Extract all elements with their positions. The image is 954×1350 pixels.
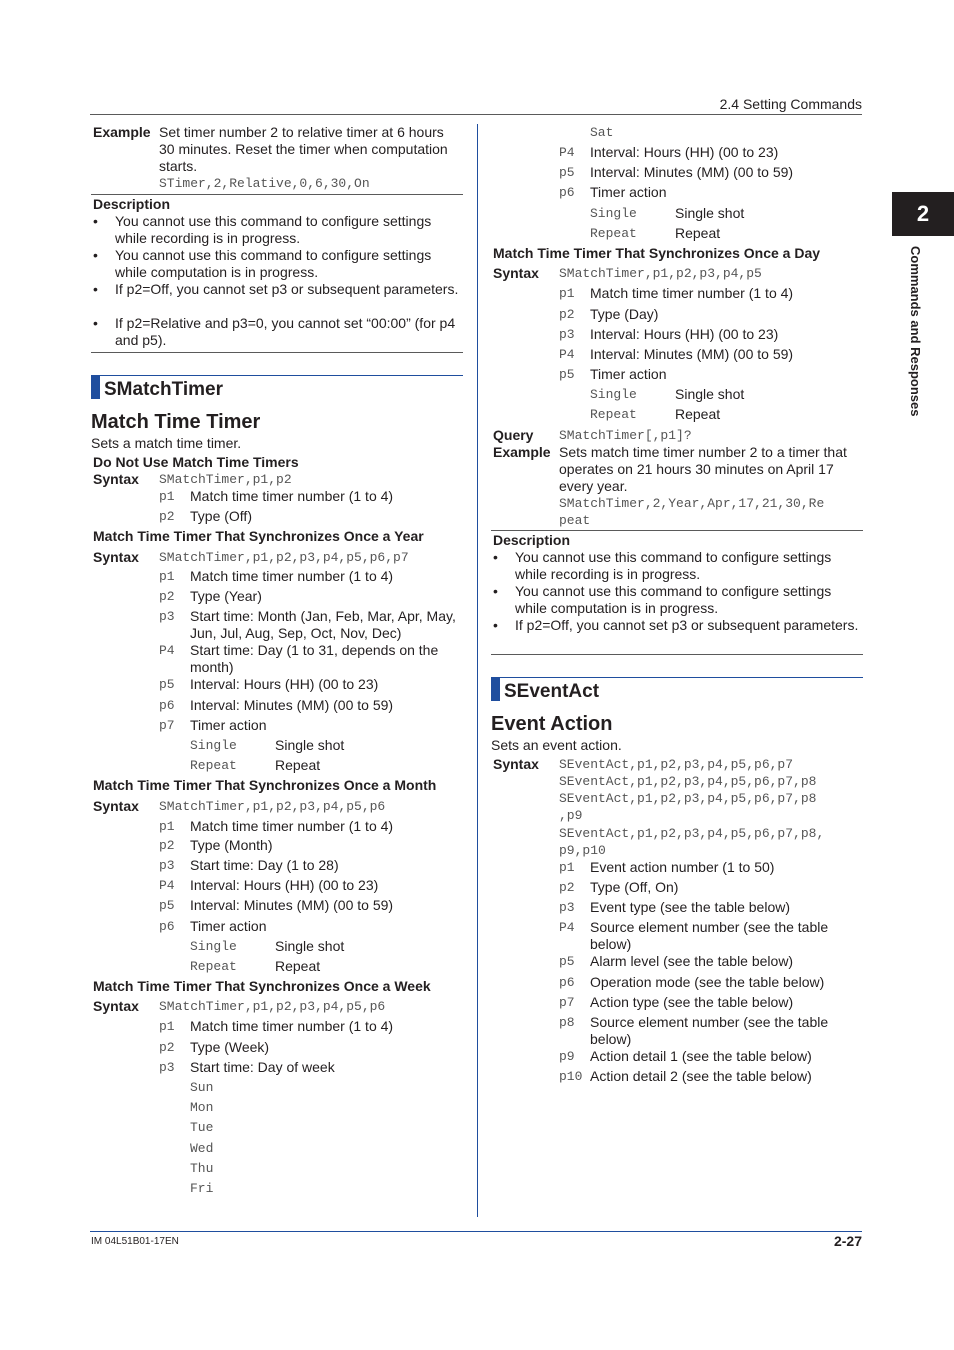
intro-text: Sets an event action.	[491, 737, 622, 753]
param-description: Type (Off, On)	[590, 879, 679, 895]
syntax-label: Syntax	[93, 549, 139, 565]
example-code: peat	[559, 513, 591, 528]
param-description: Match time timer number (1 to 4)	[590, 285, 794, 301]
param-description: Start time: Day (1 to 31, depends on the	[190, 642, 439, 658]
bullet-icon: •	[493, 549, 498, 565]
option-value: Single	[590, 387, 637, 402]
option-description: Single shot	[275, 938, 345, 954]
example-text-1: Set timer number 2 to relative timer at 6 hours	[159, 124, 444, 140]
bullet-icon: •	[93, 281, 98, 297]
option-value: Single	[190, 939, 237, 954]
syntax-code: SMatchTimer,p1,p2,p3,p4,p5	[559, 266, 762, 281]
param-description: Match time timer number (1 to 4)	[190, 568, 394, 584]
param-name: p1	[559, 860, 575, 875]
param-name: p6	[559, 975, 575, 990]
syntax-label: Syntax	[93, 471, 139, 487]
section-header: 2.4 Setting Commands	[719, 96, 862, 112]
page-title: Event Action	[491, 713, 613, 735]
bullet-icon: •	[493, 617, 498, 633]
day-option: Fri	[190, 1181, 214, 1196]
param-description: Interval: Minutes (MM) (00 to 59)	[190, 897, 394, 913]
bullet-icon: •	[493, 583, 498, 599]
syntax-label: Syntax	[93, 998, 139, 1014]
option-description: Repeat	[275, 958, 321, 974]
option-description: Repeat	[675, 225, 721, 241]
option-value: Single	[590, 206, 637, 221]
param-description: Interval: Minutes (MM) (00 to 59)	[590, 164, 794, 180]
bullet-text: If p2=Relative and p3=0, you cannot set “00:00” (for p4 and p5).	[115, 315, 456, 348]
param-name: p7	[559, 995, 575, 1010]
command-title: SEventAct	[504, 681, 600, 702]
param-description: Timer action	[590, 366, 667, 382]
syntax-label: Syntax	[93, 798, 139, 814]
param-name: p2	[159, 589, 175, 604]
param-name: p2	[159, 509, 175, 524]
param-name: p6	[159, 919, 175, 934]
param-description: below)	[590, 936, 632, 952]
param-name: p5	[559, 165, 575, 180]
example-text-2: 30 minutes. Reset the timer when computation	[159, 141, 448, 157]
bullet-text: You cannot use this command to configure settings while recording is in progress.	[115, 213, 432, 246]
param-description: Start time: Day (1 to 28)	[190, 857, 339, 873]
param-name: p2	[559, 307, 575, 322]
subsection-heading: Do Not Use Match Time Timers	[93, 454, 299, 470]
param-description: month)	[190, 659, 234, 675]
param-name: p1	[159, 1019, 175, 1034]
syntax-code: SEventAct,p1,p2,p3,p4,p5,p6,p7,p8	[559, 774, 817, 789]
bullet-text: If p2=Off, you cannot set p3 or subsequent parameters.	[515, 617, 859, 633]
param-description: Start time: Month (Jan, Feb, Mar, Apr, May,	[190, 608, 456, 624]
option-description: Single shot	[675, 205, 745, 221]
bullet-text: If p2=Off, you cannot set p3 or subsequent parameters.	[115, 281, 459, 297]
day-option: Sat	[590, 125, 614, 140]
intro-text: Sets a match time timer.	[91, 435, 242, 451]
param-name: p1	[159, 569, 175, 584]
subsection-heading: Match Time Timer That Synchronizes Once a Day	[493, 245, 821, 261]
param-description: Interval: Hours (HH) (00 to 23)	[190, 877, 379, 893]
param-description: Jun, Jul, Aug, Sep, Oct, Nov, Dec)	[190, 625, 402, 641]
day-option: Mon	[190, 1100, 214, 1116]
chapter-tab: 2	[892, 192, 954, 236]
param-name: p5	[559, 954, 575, 969]
param-description: Alarm level (see the table below)	[590, 953, 794, 969]
syntax-code: SMatchTimer,p1,p2,p3,p4,p5,p6	[159, 799, 386, 814]
syntax-code: SMatchTimer,p1,p2	[159, 472, 292, 487]
param-name: P4	[559, 145, 575, 160]
description-label: Description	[93, 196, 171, 212]
param-name: p6	[559, 185, 575, 200]
param-name: p5	[159, 898, 175, 913]
option-value: Repeat	[590, 407, 637, 422]
subsection-heading: Match Time Timer That Synchronizes Once a Month	[93, 777, 437, 793]
param-description: Type (Year)	[190, 588, 262, 604]
syntax-code: SEventAct,p1,p2,p3,p4,p5,p6,p7	[559, 757, 794, 772]
param-description: Interval: Minutes (MM) (00 to 59)	[190, 697, 394, 713]
divider	[91, 352, 463, 353]
param-name: p5	[559, 367, 575, 382]
option-description: Repeat	[275, 757, 321, 773]
param-description: Start time: Day of week	[190, 1059, 335, 1075]
param-description: Interval: Minutes (MM) (00 to 59)	[590, 346, 794, 362]
param-description: Source element number (see the table	[590, 919, 829, 935]
param-name: p2	[159, 838, 175, 853]
section-rule	[91, 375, 463, 376]
header-rule	[90, 114, 862, 115]
syntax-code: SEventAct,p1,p2,p3,p4,p5,p6,p7,p8	[559, 791, 817, 806]
param-name: p8	[559, 1015, 575, 1030]
divider	[491, 654, 863, 655]
param-description: Match time timer number (1 to 4)	[190, 488, 394, 504]
syntax-code: ,p9	[559, 808, 583, 823]
day-option: Tue	[190, 1120, 214, 1136]
param-name: p3	[559, 900, 575, 915]
param-name: p1	[559, 286, 575, 301]
param-name: p10	[559, 1069, 583, 1084]
divider	[91, 194, 463, 195]
syntax-label: Syntax	[493, 265, 539, 281]
section-marker	[491, 677, 500, 701]
param-name: p7	[159, 718, 175, 733]
bullet-icon: •	[93, 247, 98, 263]
page-number: 2-27	[833, 1233, 862, 1249]
param-description: Timer action	[190, 918, 267, 934]
example-code: STimer,2,Relative,0,6,30,On	[159, 176, 370, 191]
param-description: Type (Week)	[190, 1039, 270, 1055]
param-description: Type (Month)	[190, 837, 273, 853]
param-description: Action detail 2 (see the table below)	[590, 1068, 812, 1084]
param-description: below)	[590, 1031, 632, 1047]
day-option: Sun	[190, 1080, 214, 1095]
query-code: SMatchTimer[,p1]?	[559, 428, 692, 443]
footer-rule	[90, 1231, 862, 1232]
description-label: Description	[493, 532, 571, 548]
param-description: Event type (see the table below)	[590, 899, 791, 915]
document-id: IM 04L51B01-17EN	[91, 1236, 179, 1247]
example-label: Example	[493, 444, 551, 460]
example-text-1: Sets match time timer number 2 to a timer that	[559, 444, 847, 460]
syntax-code: p9,p10	[559, 843, 606, 858]
param-name: p6	[159, 698, 175, 713]
param-name: P4	[559, 347, 575, 362]
subsection-heading: Match Time Timer That Synchronizes Once a Year	[93, 528, 424, 544]
syntax-code: SEventAct,p1,p2,p3,p4,p5,p6,p7,p8,	[559, 826, 825, 841]
param-name: p5	[159, 677, 175, 692]
divider	[491, 530, 863, 531]
option-description: Single shot	[275, 737, 345, 753]
param-name: p3	[159, 609, 175, 624]
query-label: Query	[493, 427, 534, 443]
option-description: Single shot	[675, 386, 745, 402]
subsection-heading: Match Time Timer That Synchronizes Once a Week	[93, 978, 431, 994]
bullet-icon: •	[93, 213, 98, 229]
page-title: Match Time Timer	[91, 411, 261, 433]
example-code: SMatchTimer,2,Year,Apr,17,21,30,Re	[559, 496, 825, 511]
param-name: p1	[159, 489, 175, 504]
column-divider	[477, 124, 478, 1217]
command-title: SMatchTimer	[104, 379, 223, 400]
option-value: Single	[190, 738, 237, 753]
param-name: p3	[159, 1060, 175, 1075]
syntax-code: SMatchTimer,p1,p2,p3,p4,p5,p6	[159, 999, 386, 1014]
param-description: Operation mode (see the table below)	[590, 974, 825, 990]
param-description: Event action number (1 to 50)	[590, 859, 775, 875]
bullet-text: You cannot use this command to configure settings while recording is in progress.	[515, 549, 832, 582]
bullet-text: You cannot use this command to configure settings while computation is in progress.	[115, 247, 432, 280]
param-name: P4	[159, 643, 175, 658]
syntax-label: Syntax	[493, 756, 539, 772]
option-description: Repeat	[675, 406, 721, 422]
example-label: Example	[93, 124, 151, 140]
param-description: Type (Day)	[590, 306, 659, 322]
param-name: p3	[559, 327, 575, 342]
syntax-code: SMatchTimer,p1,p2,p3,p4,p5,p6,p7	[159, 550, 409, 565]
param-description: Action type (see the table below)	[590, 994, 794, 1010]
section-marker	[91, 375, 100, 399]
param-description: Type (Off)	[190, 508, 252, 524]
param-description: Match time timer number (1 to 4)	[190, 818, 394, 834]
param-description: Timer action	[190, 717, 267, 733]
param-description: Interval: Hours (HH) (00 to 23)	[590, 144, 779, 160]
param-name: p2	[159, 1040, 175, 1055]
param-description: Action detail 1 (see the table below)	[590, 1048, 812, 1064]
param-description: Interval: Hours (HH) (00 to 23)	[590, 326, 779, 342]
param-name: P4	[559, 920, 575, 935]
example-text-3: every year.	[559, 478, 628, 494]
param-name: P4	[159, 878, 175, 893]
param-name: p1	[159, 819, 175, 834]
option-value: Repeat	[190, 758, 237, 773]
example-text-3: starts.	[159, 158, 198, 174]
param-description: Match time timer number (1 to 4)	[190, 1018, 394, 1034]
param-name: p3	[159, 858, 175, 873]
option-value: Repeat	[590, 226, 637, 241]
param-name: p2	[559, 880, 575, 895]
bullet-icon: •	[93, 315, 98, 331]
option-value: Repeat	[190, 959, 237, 974]
bullet-text: You cannot use this command to configure settings while computation is in progress.	[515, 583, 832, 616]
day-option: Thu	[190, 1160, 214, 1176]
param-description: Interval: Hours (HH) (00 to 23)	[190, 676, 379, 692]
param-description: Source element number (see the table	[590, 1014, 829, 1030]
day-option: Wed	[190, 1140, 214, 1156]
section-rule	[491, 677, 863, 678]
param-name: p9	[559, 1049, 575, 1064]
param-description: Timer action	[590, 184, 667, 200]
example-text-2: operates on 21 hours 30 minutes on April 17	[559, 461, 834, 477]
chapter-side-label: Commands and Responses	[908, 246, 923, 417]
